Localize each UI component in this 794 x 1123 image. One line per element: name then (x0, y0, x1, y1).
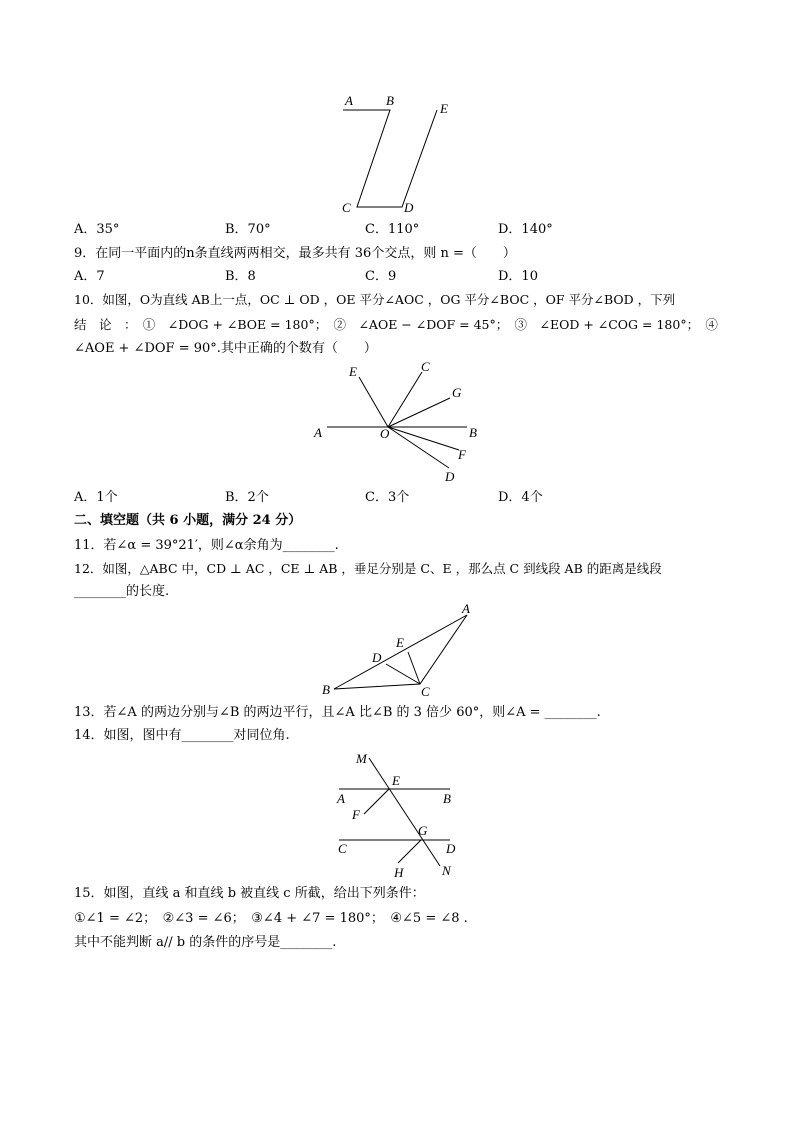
q12-line-1: 12．如图，△ABC 中，CD ⊥ AC ，CE ⊥ AB ，垂足分别是 C、E ，那么点 C 到线段 AB 的距离是线段 (74, 561, 662, 576)
q14-ray-ef (364, 789, 389, 814)
q8-label-a: A (345, 93, 353, 108)
q10-label-a: A (314, 425, 322, 440)
q10-line-3: ∠AOE + ∠DOF = 90°.其中正确的个数有（ ） (74, 341, 377, 356)
q14-label-e: E (392, 773, 400, 788)
q12-label-e: E (396, 635, 404, 650)
q14-label-c: C (338, 841, 347, 856)
q8-option-a: A．35° (74, 222, 120, 237)
q14-label-n: N (442, 863, 451, 878)
q14-label-g: G (418, 823, 428, 838)
q8-option-b: B．70° (225, 222, 271, 237)
q9-option-a: A．7 (74, 269, 105, 284)
q14-label-m: M (356, 751, 367, 766)
q14-label-d: D (446, 841, 456, 856)
q8-option-c: C．110° (365, 222, 420, 237)
q11: 11．若∠α = 39°21′，则∠α余角为________. (74, 538, 339, 553)
q14-stem: 14．如图，图中有________对同位角. (74, 728, 290, 743)
q8-label-e: E (440, 101, 448, 116)
q10-option-c: C．3个 (365, 490, 410, 505)
q14-label-h: H (394, 865, 404, 880)
q9-option-d: D．10 (498, 269, 538, 284)
q9-stem: 9．在同一平面内的n条直线两两相交，最多共有 36个交点，则 n =（ ） (74, 246, 516, 261)
q10-label-d: D (445, 469, 455, 484)
q10-option-a: A．1个 (74, 490, 118, 505)
q14-label-f: F (352, 807, 360, 822)
q10-line-2: 结 论 ： ① ∠DOG + ∠BOE = 180°； ② ∠AOE − ∠DOF = 45°； ③ ∠EOD + ∠COG = 180°； ④ (74, 317, 718, 332)
q13: 13．若∠A 的两边分别与∠B 的两边平行，且∠A 比∠B 的 3 倍少 60°，则∠A = ________. (74, 705, 601, 720)
q15-line-1: 15．如图，直线 a 和直线 b 被直线 c 所截，给出下列条件： (74, 886, 425, 901)
q10-line-1: 10．如图，O为直线 AB上一点，OC ⊥ OD ，OE 平分∠AOC ，OG 平分∠BOC ，OF 平分∠BOD ，下列 (74, 292, 676, 307)
q10-label-e: E (349, 364, 357, 379)
q14-line-mn (369, 758, 440, 866)
q8-label-c: C (342, 200, 351, 215)
section-heading: 二、填空题（共 6 小题，满分 24 分） (74, 513, 302, 528)
q14-label-b: B (443, 791, 451, 806)
q15-line-3: 其中不能判断 a// b 的条件的序号是________. (74, 935, 337, 950)
q10-label-b: B (469, 425, 477, 440)
q8-label-b: B (386, 93, 394, 108)
q15-line-2: ①∠1 = ∠2； ②∠3 = ∠6； ③∠4 + ∠7 = 180°； ④∠5 = ∠8 . (74, 911, 468, 926)
q10-label-g: G (452, 385, 462, 400)
q12-label-a: A (462, 601, 470, 616)
q14-label-a: A (337, 791, 345, 806)
q12-label-b: B (322, 682, 330, 697)
q12-label-c: C (421, 684, 430, 699)
q9-option-b: B．8 (225, 269, 256, 284)
q14-ray-gh (398, 840, 421, 863)
q12-label-d: D (372, 650, 382, 665)
q9-option-c: C．9 (365, 269, 397, 284)
q10-label-o: O (380, 426, 390, 441)
q10-option-d: D．4个 (498, 490, 543, 505)
q8-option-d: D．140° (498, 222, 553, 237)
q8-label-d: D (404, 200, 414, 215)
q10-option-b: B．2个 (225, 490, 269, 505)
q10-label-c: C (421, 359, 430, 374)
q12-line-2: ________的长度. (74, 584, 170, 599)
q10-label-f: F (458, 447, 466, 462)
